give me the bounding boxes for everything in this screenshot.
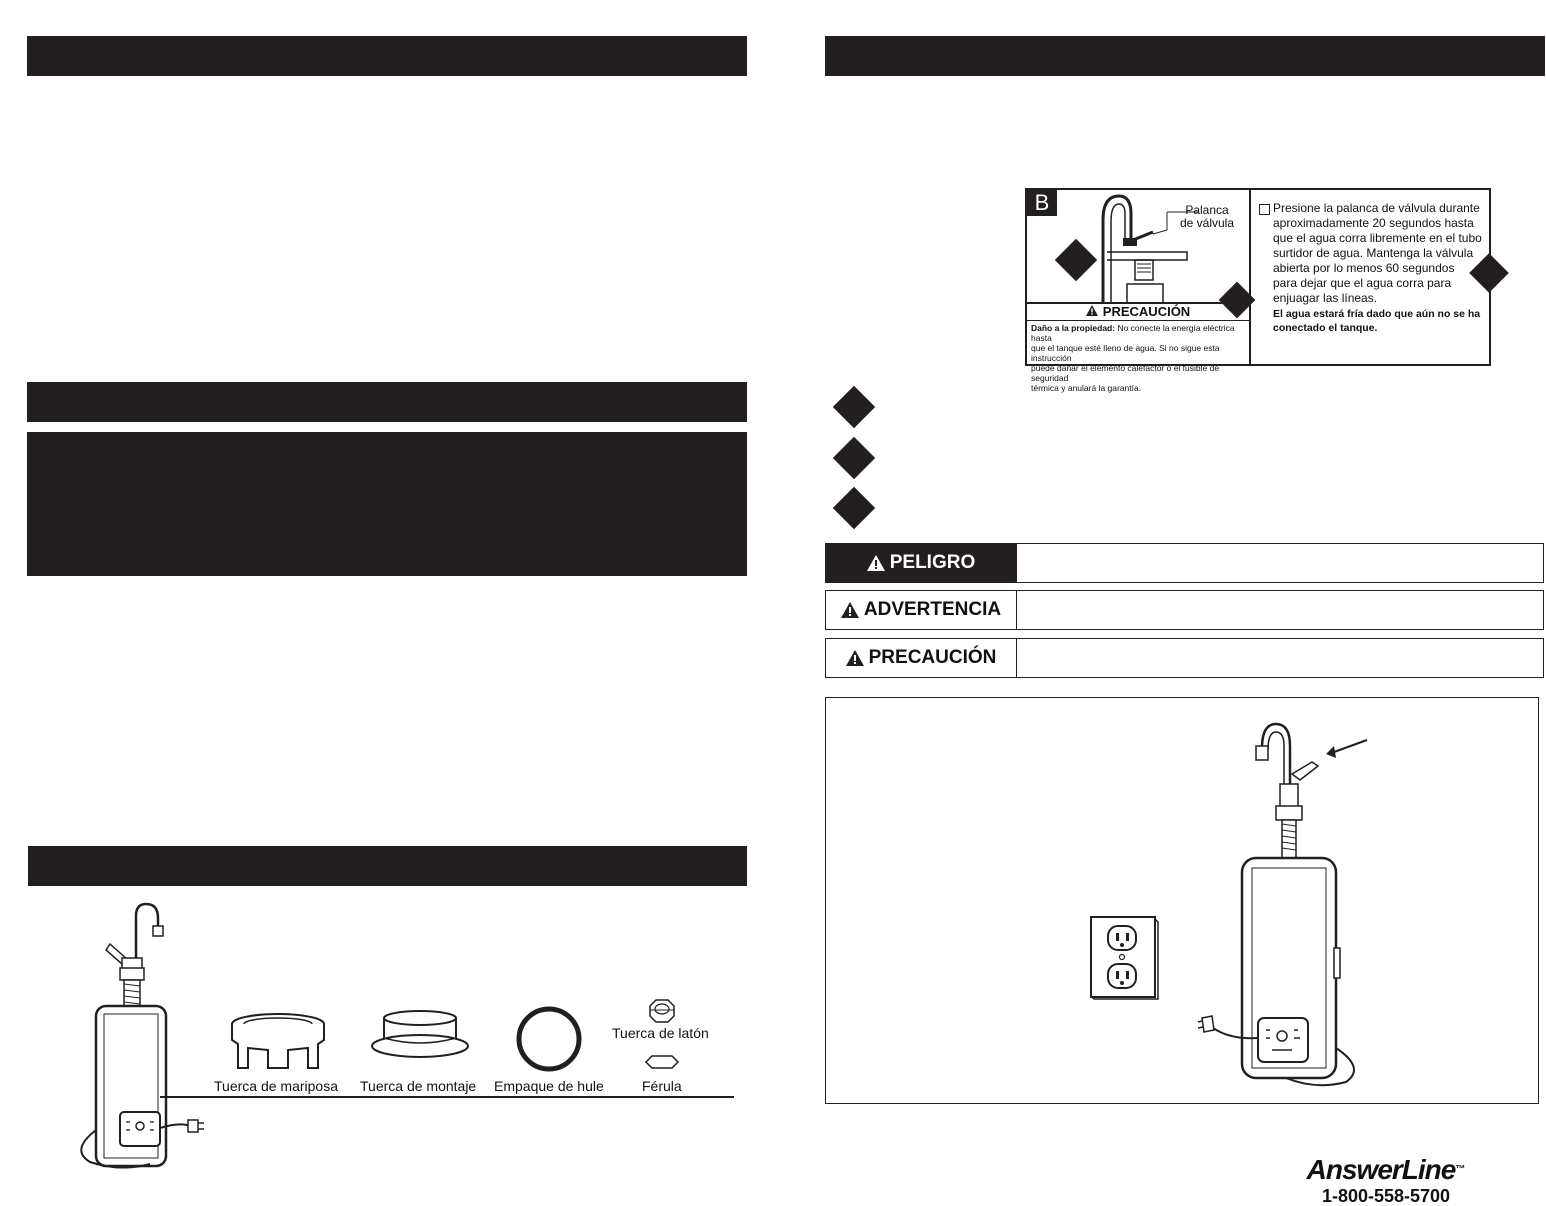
wall-outlet-illustration — [1090, 916, 1160, 1000]
hot-water-tank-illustration — [1196, 718, 1386, 1088]
answerline-logo — [1296, 1154, 1476, 1206]
mounting-nut-label: Tuerca de montaje — [360, 1078, 477, 1094]
caution-signal-text: PRECAUCIÓN — [868, 647, 997, 668]
left-section-header-1 — [27, 36, 747, 76]
brass-nut-label: Tuerca de latón — [612, 1025, 709, 1041]
figure-caution-strong: Daño a la propiedad: — [1031, 323, 1116, 333]
ferrule-illustration — [644, 1054, 680, 1070]
danger-signal-label — [826, 544, 1017, 582]
wing-nut-label: Tuerca de mariposa — [214, 1078, 338, 1094]
ferrule-label: Férula — [642, 1078, 682, 1094]
valve-callout-line-2: de válvula — [1179, 216, 1235, 230]
caution-signal-label — [826, 639, 1017, 677]
rubber-gasket-illustration — [514, 1004, 584, 1074]
installation-illustration-box — [825, 697, 1539, 1104]
step-line-6: para dejar que el agua corra para — [1273, 276, 1452, 290]
step-checkbox[interactable] — [1259, 204, 1270, 215]
caution-signal-row — [825, 638, 1544, 678]
figure-divider — [1249, 190, 1251, 366]
valve-callout-line-1: Palanca — [1185, 203, 1229, 217]
warning-triangle-icon — [841, 602, 859, 618]
figure-caution-line-3: puede dañar el elemento calefactor o el fusible de seguridad — [1031, 363, 1220, 383]
answerline-logo-name: AnswerLine — [1306, 1154, 1456, 1185]
figure-caution-line-1: No conecte la energía eléctrica hasta — [1031, 323, 1235, 343]
warning-signal-body — [1017, 591, 1543, 629]
step-marker-diamond — [833, 487, 875, 529]
step-line-2: aproximadamente 20 segundos hasta — [1273, 216, 1474, 230]
warning-signal-text: ADVERTENCIA — [863, 599, 1002, 620]
step-note-line-1: El agua estará fría dado que aún no se ha — [1273, 308, 1481, 320]
answerline-phone: 1-800-558-5700 — [1321, 1186, 1451, 1206]
left-section-header-2 — [27, 382, 747, 422]
mounting-nut-illustration — [368, 1008, 472, 1060]
brass-nut-illustration — [644, 998, 680, 1024]
warning-triangle-icon — [846, 650, 864, 666]
figure-caution-text — [1027, 321, 1249, 395]
caution-signal-body — [1017, 639, 1543, 677]
left-dark-block — [27, 432, 747, 576]
step-line-5: abierta por lo menos 60 segundos — [1273, 261, 1455, 275]
figure-caution-panel — [1027, 302, 1249, 393]
step-line-1: Presione la palanca de válvula durante — [1273, 201, 1480, 215]
parts-baseline — [160, 1096, 734, 1098]
figure-caution-line-2: que el tanque esté lleno de agua. Si no sigue esta instrucción — [1031, 343, 1220, 363]
step-note — [1273, 307, 1489, 335]
wing-nut-illustration — [228, 1010, 328, 1072]
warning-triangle-icon — [1086, 305, 1098, 316]
figure-caution-title-text: PRECAUCIÓN — [1102, 304, 1191, 319]
step-instructions — [1273, 201, 1489, 306]
rubber-gasket-label: Empaque de hule — [494, 1078, 604, 1094]
danger-signal-row — [825, 543, 1544, 583]
tank-parts-illustration — [70, 900, 220, 1170]
step-line-7: enjuagar las líneas. — [1273, 291, 1378, 305]
step-line-3: que el agua corra libremente en el tubo — [1273, 231, 1482, 245]
left-section-header-3 — [28, 846, 747, 886]
step-marker-diamond — [833, 386, 875, 428]
step-note-line-2: conectado el tanque. — [1273, 322, 1378, 334]
danger-signal-text: PELIGRO — [889, 552, 976, 573]
figure-b-label: B — [1027, 190, 1057, 216]
right-section-header — [825, 36, 1545, 76]
figure-b-box — [1025, 188, 1491, 393]
step-marker-diamond — [833, 437, 875, 479]
danger-signal-body — [1017, 544, 1543, 582]
figure-caution-title — [1027, 304, 1249, 321]
answerline-logo-tm: ™ — [1455, 1164, 1466, 1175]
figure-caution-line-4: térmica y anulará la garantía. — [1031, 383, 1142, 393]
warning-signal-label — [826, 591, 1017, 629]
warning-triangle-icon — [867, 555, 885, 571]
valve-callout — [1177, 204, 1237, 230]
step-line-4: surtidor de agua. Mantenga la válvula — [1273, 246, 1474, 260]
warning-signal-row — [825, 590, 1544, 630]
